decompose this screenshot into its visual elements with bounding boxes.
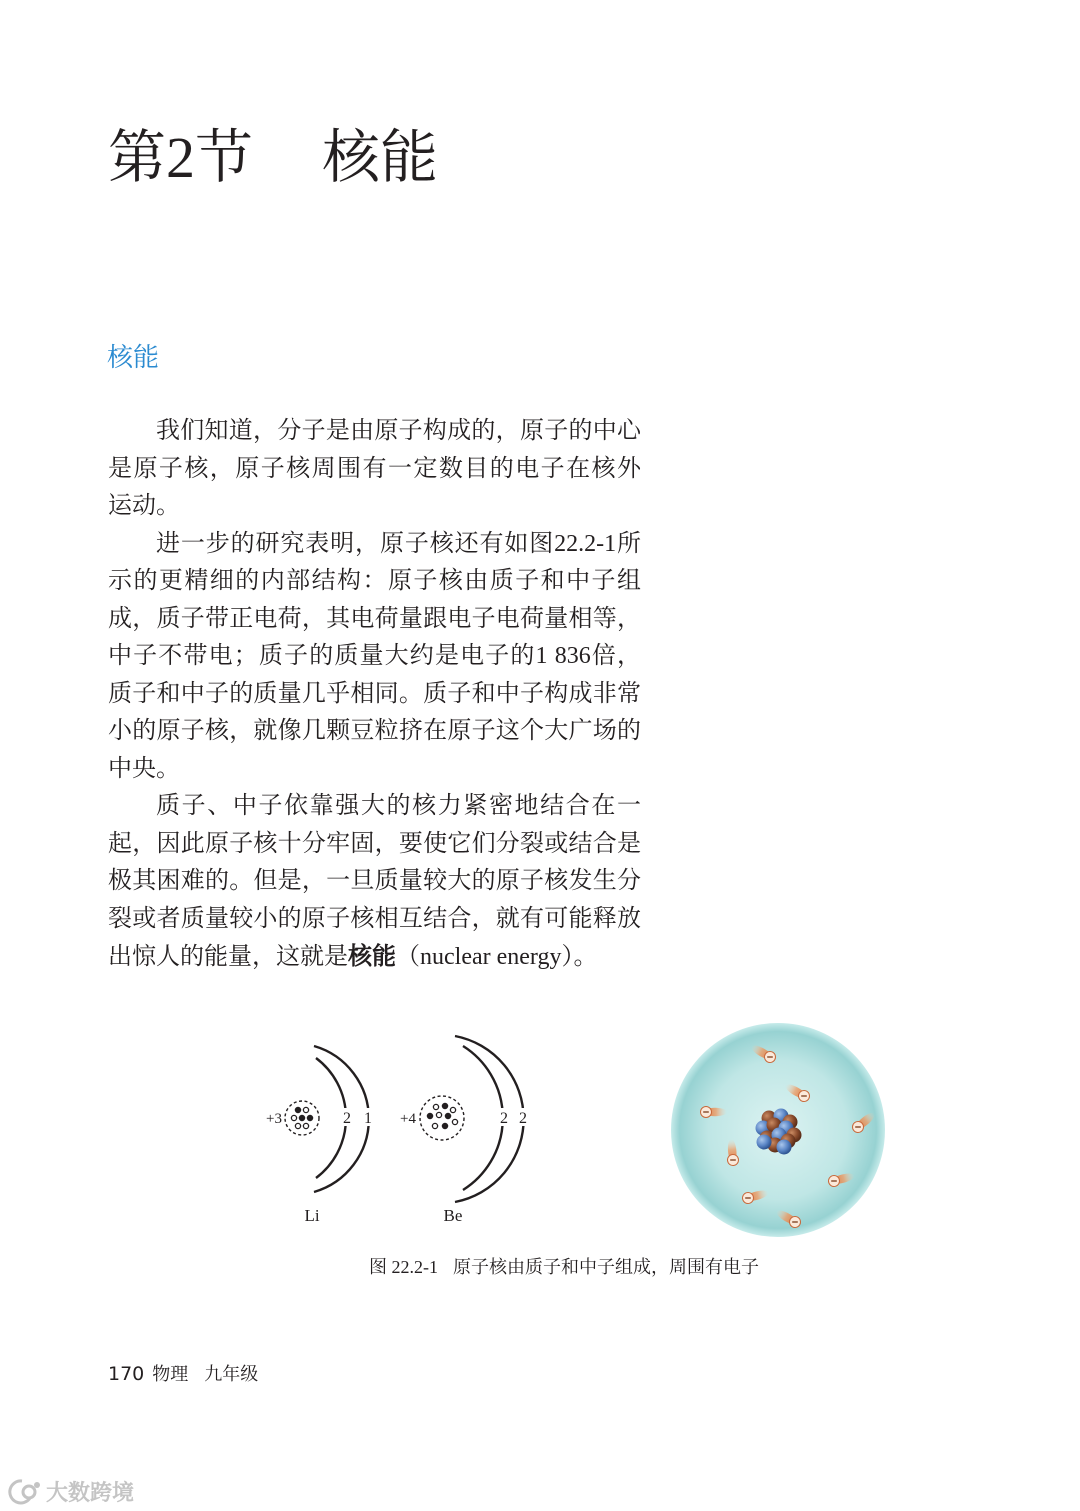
be-shell-1-arc [463,1046,503,1190]
be-nucleus-outline [420,1096,464,1140]
li-nuclear-charge: +3 [266,1111,282,1127]
text-line: 我们知道，分子是由原子构成的，原子的中心 [156,418,641,444]
neutron-dot [303,1107,308,1112]
neutron-dot [452,1119,457,1124]
subject-label: 物理 [152,1364,189,1385]
paragraph [108,526,641,789]
neutron-dot [436,1112,441,1117]
neutron-dot [291,1115,296,1120]
li-atom-diagram [266,1046,374,1225]
text-line: 极其困难的。但是，一旦质量较大的原子核发生分 [108,868,641,894]
li-label: Li [304,1206,320,1225]
text-line: 中子不带电；质子的质量大约是电子的1 836倍， [108,643,641,669]
be-shell-2-arc [455,1036,524,1202]
watermark-logo-icon [8,1477,42,1505]
text-line: 示的更精细的内部结构：原子核由质子和中子组 [108,568,641,594]
figure-caption-text: 原子核由质子和中子组成，周围有电子 [453,1257,759,1277]
neutron-ball [757,1135,772,1150]
chapter-title-name: 核能 [322,125,439,190]
text-line: 运动。 [108,493,180,519]
section-heading: 核能 [107,343,160,373]
text-line: 裂或者质量较小的原子核相互结合，就有可能释放 [108,905,641,932]
paragraph [108,413,641,526]
neutron-dot [450,1107,455,1112]
figure-number: 图 22.2-1 [369,1257,438,1277]
be-nucleus-particles [427,1103,457,1128]
text-line: 是原子核，原子核周围有一定数目的电子在核外 [108,455,641,482]
figure-caption [369,1256,759,1278]
page-number: 170 [108,1363,145,1385]
text-line: 质子和中子的质量几乎相同。质子和中子构成非常 [108,680,641,707]
page-footer [108,1362,258,1387]
be-shell-2-count: 2 [519,1110,527,1127]
proton-dot [442,1103,447,1108]
proton-dot [442,1123,447,1128]
proton-dot [427,1113,432,1118]
text-segment: （nuclear energy）。 [396,944,598,970]
proton-dot [299,1115,304,1120]
neutron-dot [303,1123,308,1128]
li-shell-1-count: 2 [343,1110,351,1127]
text-segment: 出惊人的能量，这就是 [108,944,348,970]
proton-dot [307,1115,312,1120]
chapter-title-number: 第2节 [108,125,254,190]
body-text [108,413,641,977]
key-term: 核能 [348,942,396,970]
li-nucleus-particles [291,1107,312,1128]
neutron-dot [433,1104,438,1109]
text-line [108,938,641,977]
li-shell-2-count: 1 [364,1110,372,1127]
be-shell-1-count: 2 [500,1110,508,1127]
text-line: 小的原子核，就像几颗豆粒挤在原子这个大广场的 [108,718,641,744]
paragraph [108,788,641,977]
text-line: 起，因此原子核十分牢固，要使它们分裂或结合是 [108,830,641,857]
text-line: 成，质子带正电荷，其电荷量跟电子电荷量相等， [108,605,641,632]
text-line: 进一步的研究表明，原子核还有如图22.2-1所 [156,530,641,557]
be-label: Be [443,1206,463,1225]
proton-dot [295,1107,300,1112]
neutron-dot [432,1123,437,1128]
neutron-dot [295,1123,300,1128]
figure-atomic-structure [240,1010,900,1250]
watermark-text: 大数跨境 [46,1480,135,1506]
be-nuclear-charge: +4 [400,1111,416,1127]
text-line: 中央。 [108,755,180,782]
watermark [8,1476,134,1506]
neutron-ball [777,1140,792,1155]
grade-label: 九年级 [204,1364,259,1385]
atom-illustration [671,1023,885,1237]
text-line: 质子、中子依靠强大的核力紧密地结合在一 [156,793,641,819]
be-atom-diagram [400,1036,529,1225]
figure-graphic [240,1010,900,1250]
proton-dot [445,1113,450,1118]
